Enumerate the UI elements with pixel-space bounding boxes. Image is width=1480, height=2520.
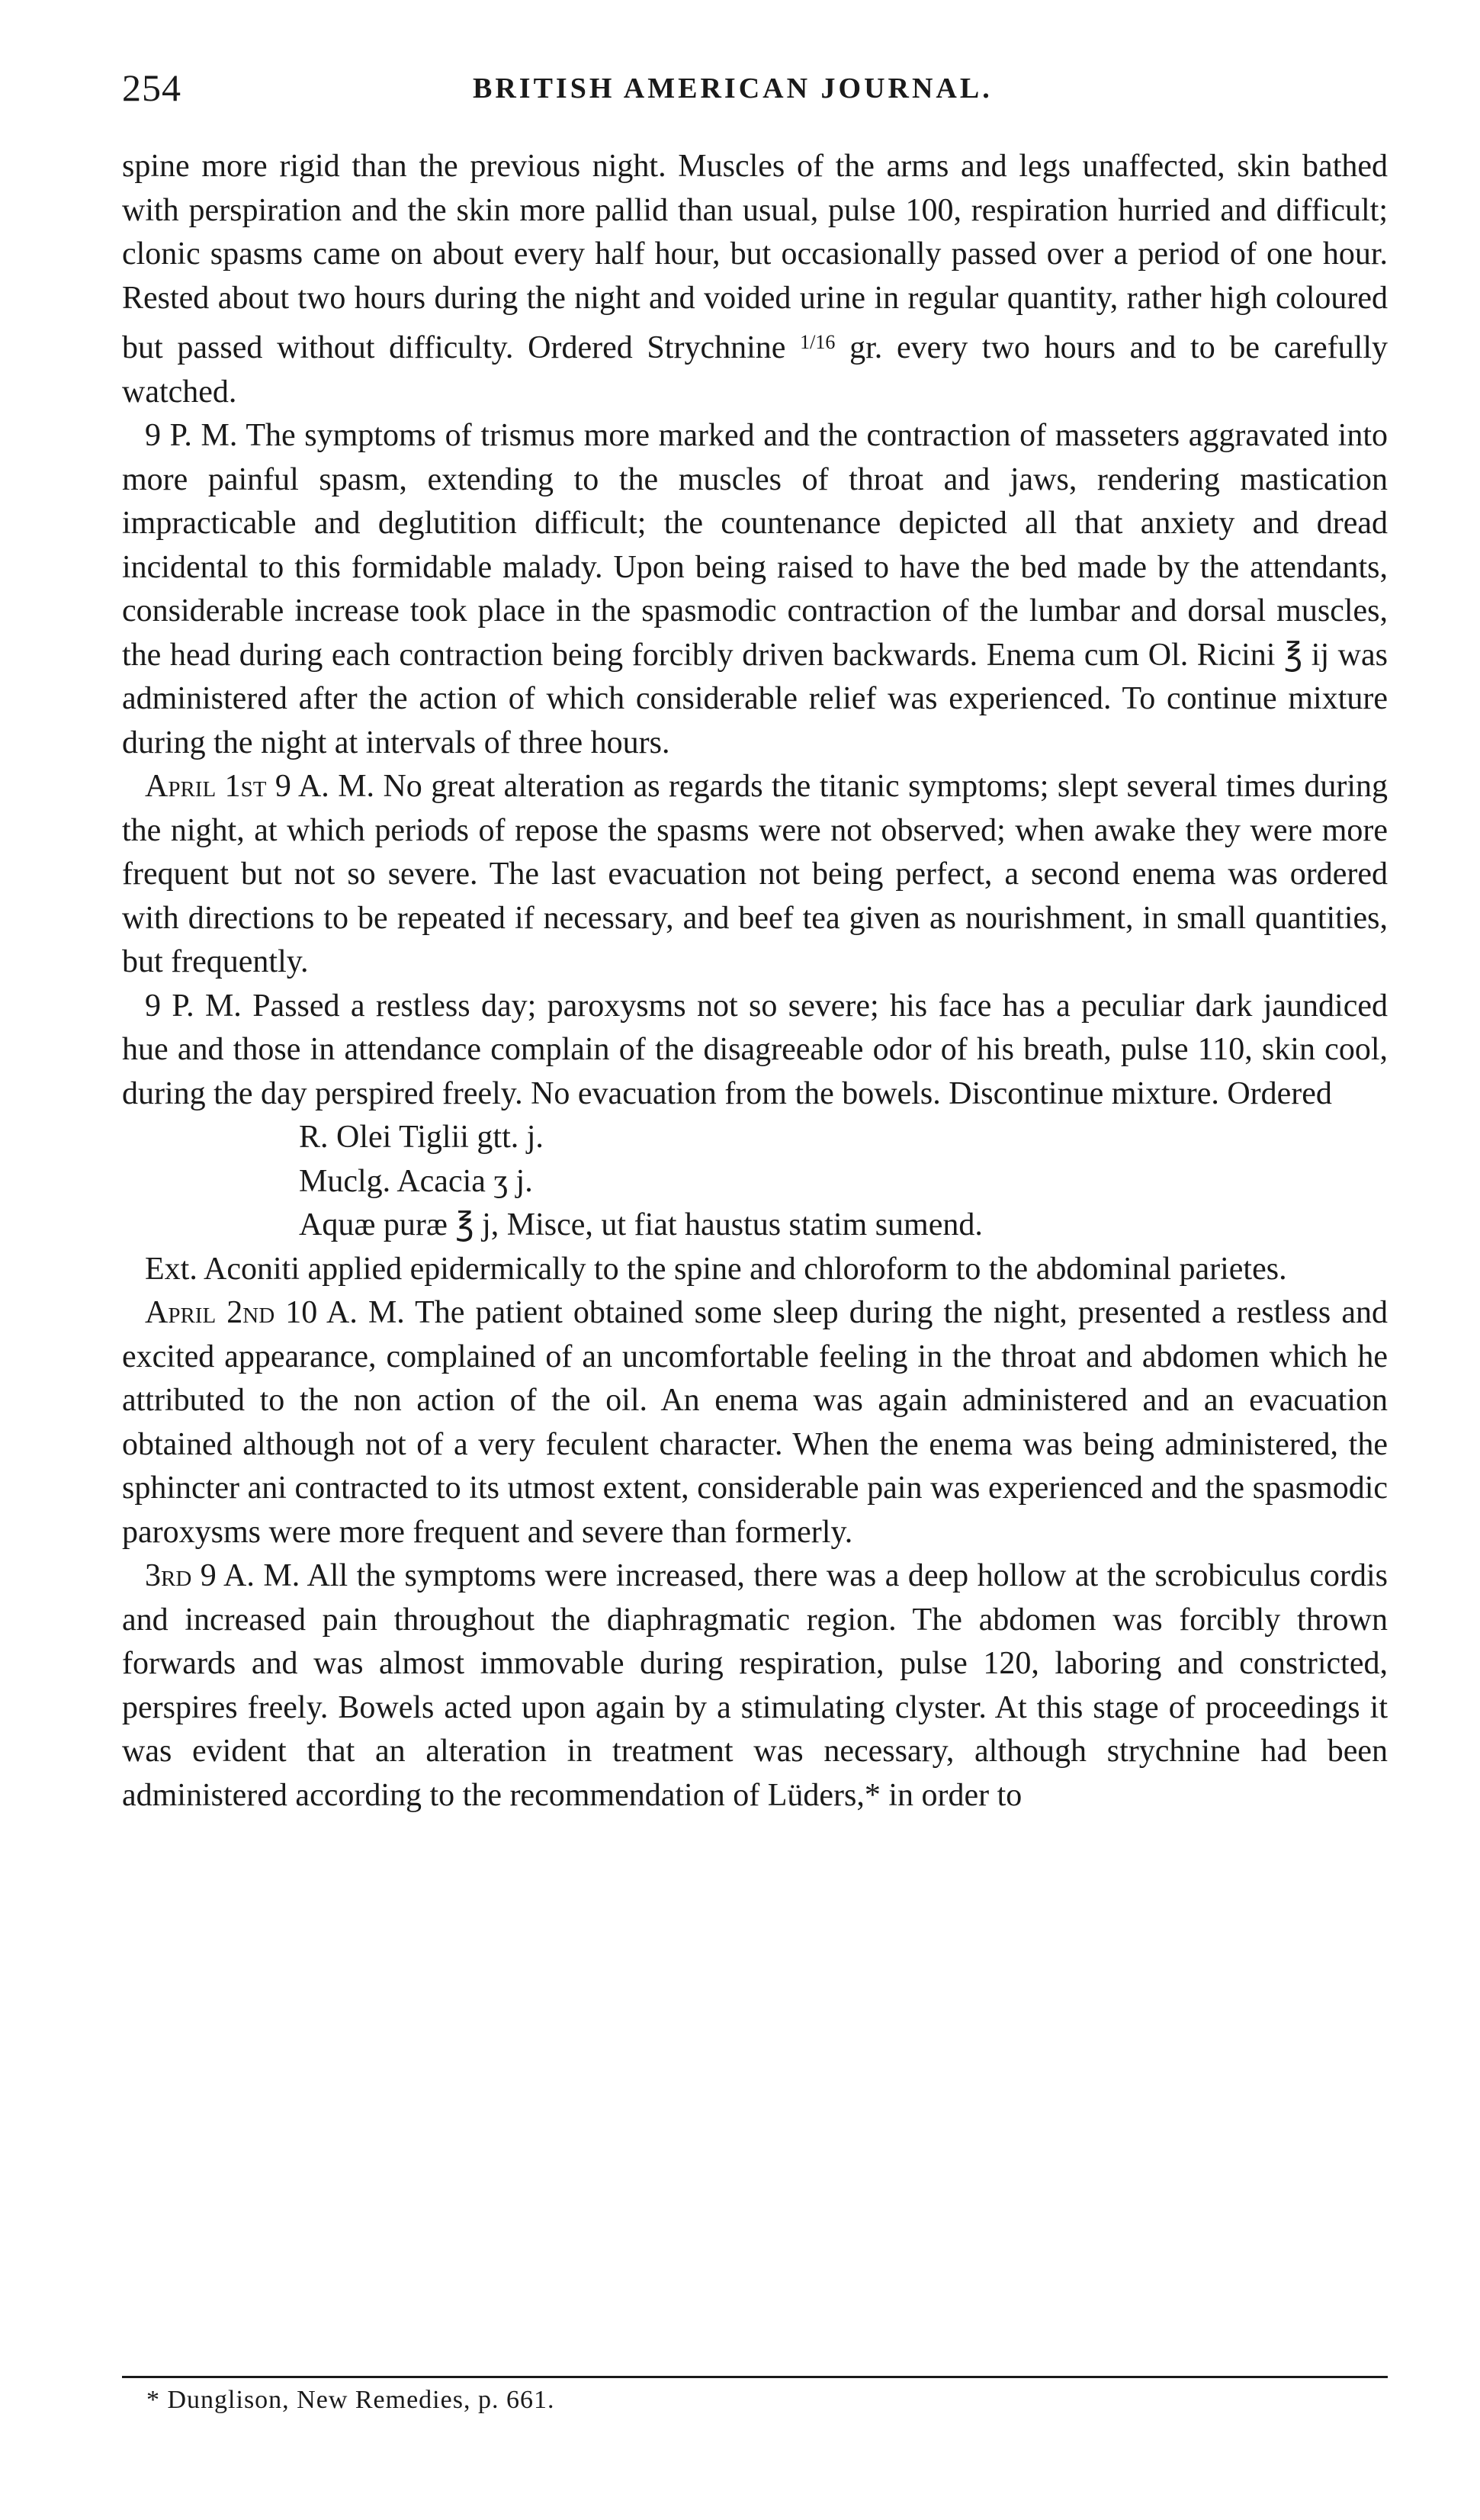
running-head: BRITISH AMERICAN JOURNAL. (473, 72, 993, 104)
page-header (122, 66, 1388, 119)
paragraph-3rd (122, 1554, 1388, 1818)
paragraph-text: The symptoms of trismus more marked and the contraction of masseters aggravated into more painful spasm, extending to the muscles of throat and jaws, rendering mastication impracticable and deglutition difficult; the countenance depicted all that anxiety and dread incidental to this formidable malady. Upon being raised to have the bed made by the attendants, considerable increase took place in the spasmodic contraction of the lumbar and dorsal muscles, the head during each contraction being forcibly driven backwards. Enema cum Ol. Ricini ℥ ij was administered after the action of which considerable relief was experienced. To continue mixture during the night at intervals of three hours. (122, 418, 1388, 760)
prescription-line-2: Muclg. Acacia ʒ j. (299, 1163, 533, 1199)
paragraph-continuation (122, 145, 1388, 414)
footnote: * Dunglison, New Remedies, p. 661. (146, 2386, 555, 2414)
paragraph-9pm-first (122, 414, 1388, 765)
paragraph-text: The patient obtained some sleep during the night, presented a restless and excited appearance, complained of an uncomfortable feeling in the throat and abdomen which he attributed to the non action of the oil. An enema was again administered and an evacuation obtained although not of a very feculent character. When the enema was being administered, the sphincter ani contracted to its utmost extent, considerable pain was experienced and the spasmodic paroxysms were more frequent and severe than formerly. (122, 1295, 1388, 1550)
paragraph-text: gr. every two hours and to be carefully watched. (122, 330, 1388, 410)
date-label: April 1st 9 A. M. (145, 769, 375, 804)
date-label: April 2nd 10 A. M. (145, 1295, 405, 1330)
page-number: 254 (122, 66, 181, 109)
paragraph-april-2nd (122, 1291, 1388, 1554)
dose-fraction: 1/16 (800, 331, 836, 353)
footnote-divider (122, 2376, 1388, 2378)
prescription-line-3: Aquæ puræ ℥ j, Misce, ut fiat haustus statim sumend. (299, 1207, 983, 1242)
article-body (122, 145, 1388, 1818)
paragraph-9pm-second (122, 985, 1388, 1117)
paragraph-text: No great alteration as regards the titanic symptoms; slept several times during the night, at which periods of repose the spasms were not observed; when awake they were more frequent but not so severe. The last evacuation not being perfect, a second enema was ordered with directions to be repeated if necessary, and beef tea given as nourishment, in small quantities, but frequently. (122, 769, 1389, 979)
prescription-line-1: R. Olei Tiglii gtt. j. (299, 1120, 544, 1155)
paragraph-text: spine more rigid than the previous night. Muscles of the arms and legs unaffected, skin bathed with perspiration and the skin more pallid than usual, pulse 100, respiration hurried and difficult; clonic spasms came on about every half hour, but occasionally passed over a period of one hour. Rested about two hours during the night and voided urine in regular quantity, rather high coloured but passed without difficulty. Ordered Strychnine (122, 149, 1388, 365)
paragraph-april-1st (122, 765, 1388, 985)
paragraph-aconite: Ext. Aconiti applied epidermically to the spine and chloroform to the abdominal parietes. (145, 1251, 1287, 1287)
paragraph-text: All the symptoms were increased, there was a deep hollow at the scrobiculus cordis and increased pain throughout the diaphragmatic region. The abdomen was forcibly thrown forwards and was almost immovable during respiration, pulse 120, laboring and constricted, perspires freely. Bowels acted upon again by a stimulating clyster. At this stage of proceedings it was evident that an alteration in treatment was necessary, although strychnine had been administered according to the recommendation of Lüders,* in order to (122, 1558, 1388, 1813)
date-label: 3rd 9 A. M. (145, 1558, 300, 1593)
time-label: 9 P. M. (145, 988, 242, 1024)
paragraph-text: Passed a restless day; paroxysms not so severe; his face has a peculiar dark jaundiced hue and those in attendance complain of the disagreeable odor of his breath, pulse 110, skin cool, during the day perspired freely. No evacuation from the bowels. Discontinue mixture. Ordered (122, 988, 1389, 1111)
time-label: 9 P. M. (145, 418, 238, 453)
